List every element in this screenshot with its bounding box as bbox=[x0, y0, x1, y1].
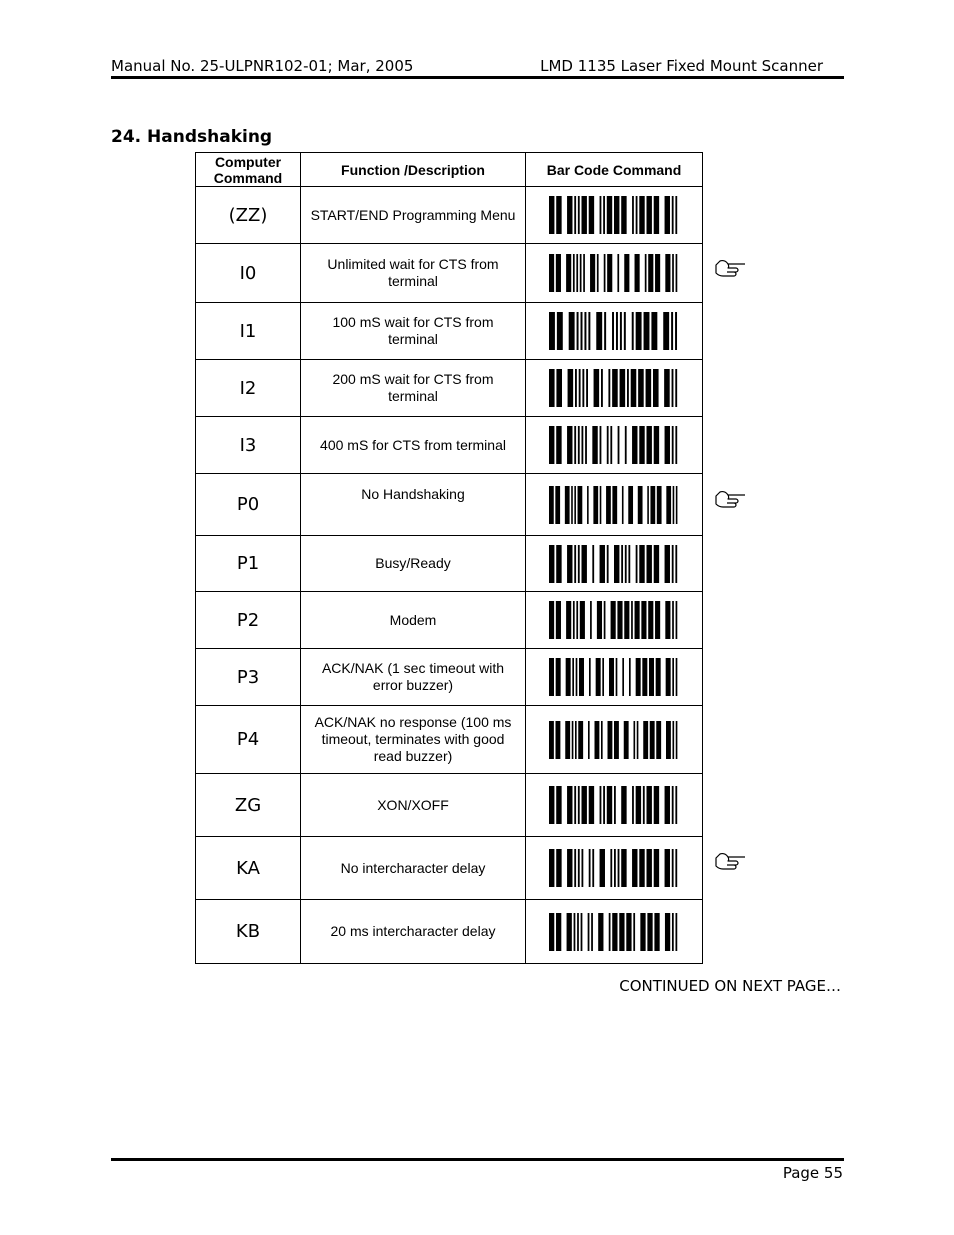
barcode-icon bbox=[549, 312, 679, 350]
barcode-icon bbox=[549, 849, 679, 887]
table-row bbox=[196, 592, 703, 649]
barcode-icon bbox=[549, 196, 679, 234]
command-cell: P3 bbox=[196, 649, 301, 706]
table-row bbox=[196, 303, 703, 360]
footer-rule bbox=[111, 1158, 844, 1161]
description-cell: 200 mS wait for CTS from terminal bbox=[332, 371, 494, 404]
description-cell: Modem bbox=[389, 611, 437, 628]
handshaking-table bbox=[195, 152, 703, 964]
barcode-icon bbox=[549, 426, 679, 464]
pointing-hand-icon bbox=[714, 259, 746, 277]
description-cell: Busy/Ready bbox=[375, 555, 451, 571]
description-cell: 20 ms intercharacter delay bbox=[330, 923, 496, 939]
table-row bbox=[196, 900, 703, 964]
description-cell: XON/XOFF bbox=[377, 796, 449, 813]
barcode-icon bbox=[549, 601, 679, 639]
description-cell: 100 mS wait for CTS from terminal bbox=[332, 314, 494, 347]
table-row bbox=[196, 474, 703, 536]
table-row bbox=[196, 244, 703, 303]
command-cell: I1 bbox=[196, 303, 301, 360]
description-cell: 400 mS for CTS from terminal bbox=[320, 436, 506, 453]
barcode-icon bbox=[549, 786, 679, 824]
command-cell: P1 bbox=[196, 536, 301, 592]
table-row bbox=[196, 837, 703, 900]
table-row bbox=[196, 706, 703, 774]
header-function-description: Function /Description bbox=[301, 153, 526, 187]
header-bar-code-command: Bar Code Command bbox=[526, 153, 703, 187]
command-cell: ZG bbox=[196, 774, 301, 837]
header-rule bbox=[111, 76, 844, 79]
description-cell: START/END Programming Menu bbox=[310, 206, 516, 223]
command-cell: P0 bbox=[196, 474, 301, 536]
barcode-icon bbox=[549, 254, 679, 292]
table-row bbox=[196, 536, 703, 592]
barcode-icon bbox=[549, 658, 679, 696]
description-cell: ACK/NAK (1 sec timeout with error buzzer) bbox=[321, 660, 505, 693]
description-cell: ACK/NAK no response (100 ms timeout, terminates with good read buzzer) bbox=[314, 714, 512, 764]
table-row bbox=[196, 187, 703, 244]
barcode-icon bbox=[549, 913, 679, 951]
header-computer-command: Computer Command bbox=[196, 153, 301, 187]
header-product-name: LMD 1135 Laser Fixed Mount Scanner bbox=[540, 57, 823, 75]
barcode-icon bbox=[549, 369, 679, 407]
command-cell: KA bbox=[196, 837, 301, 900]
command-cell: (ZZ) bbox=[196, 187, 301, 244]
barcode-icon bbox=[549, 486, 679, 524]
description-cell: Unlimited wait for CTS from terminal bbox=[327, 256, 499, 289]
table-row bbox=[196, 360, 703, 417]
description-cell: No Handshaking bbox=[361, 486, 465, 502]
barcode-icon bbox=[549, 545, 679, 583]
page-number: Page 55 bbox=[782, 1164, 843, 1182]
header-manual-number: Manual No. 25-ULPNR102-01; Mar, 2005 bbox=[111, 57, 414, 75]
command-cell: I2 bbox=[196, 360, 301, 417]
table-row bbox=[196, 774, 703, 837]
section-title: 24. Handshaking bbox=[111, 127, 273, 147]
command-cell: KB bbox=[196, 900, 301, 964]
table-header-row bbox=[196, 153, 703, 187]
command-cell: P2 bbox=[196, 592, 301, 649]
barcode-icon bbox=[549, 721, 679, 759]
table-row bbox=[196, 649, 703, 706]
command-cell: I3 bbox=[196, 417, 301, 474]
table-row bbox=[196, 417, 703, 474]
continued-note: CONTINUED ON NEXT PAGE… bbox=[619, 977, 841, 995]
description-cell: No intercharacter delay bbox=[340, 859, 486, 876]
pointing-hand-icon bbox=[714, 852, 746, 870]
command-cell: I0 bbox=[196, 244, 301, 303]
pointing-hand-icon bbox=[714, 490, 746, 508]
command-cell: P4 bbox=[196, 706, 301, 774]
